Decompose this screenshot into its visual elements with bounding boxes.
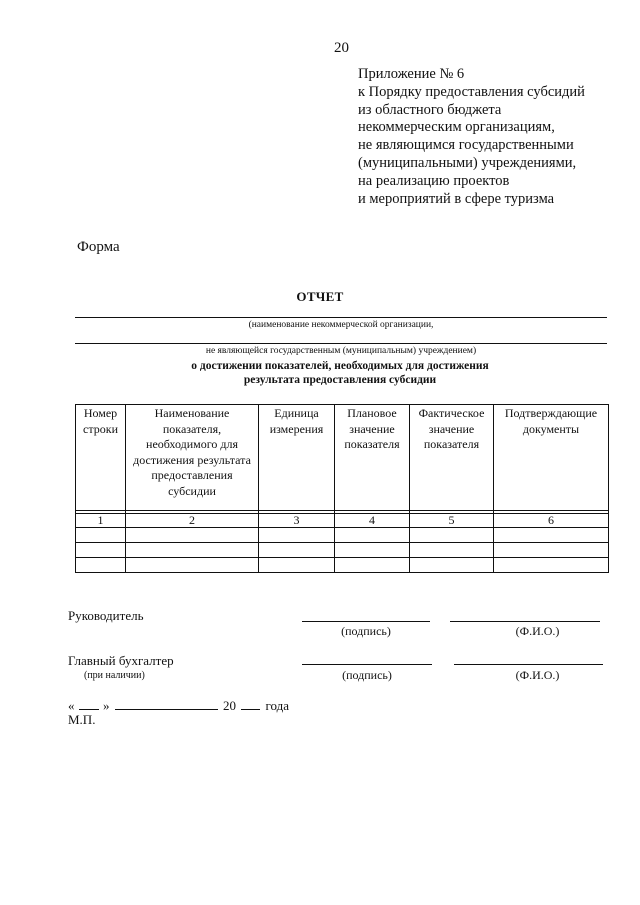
date-line	[68, 697, 289, 714]
date-close-quote: »	[103, 698, 110, 713]
appendix-line: и мероприятий в сфере туризма	[358, 190, 555, 207]
table-cell	[494, 558, 609, 573]
accountant-signature-line	[302, 664, 432, 665]
appendix-line: (муниципальными) учреждениями,	[358, 154, 577, 171]
table-row	[76, 528, 609, 543]
table-cell	[259, 558, 335, 573]
table-cell	[76, 528, 126, 543]
table-cell	[335, 543, 410, 558]
date-year-suffix: года	[265, 698, 290, 713]
header-cell: Плановое значение показателя	[335, 405, 410, 511]
column-number: 6	[494, 514, 609, 528]
table-cell	[126, 543, 259, 558]
table-cell	[410, 558, 494, 573]
header-cell: Единица измерения	[259, 405, 335, 511]
table-cell	[126, 528, 259, 543]
org-status-caption: не являющейся государственным (муниципальным) учреждением)	[205, 346, 477, 356]
table-cell	[410, 543, 494, 558]
table-cell	[76, 543, 126, 558]
report-subtitle-line: о достижении показателей, необходимых для достижения	[191, 360, 489, 372]
head-label: Руководитель	[68, 608, 144, 623]
org-name-line	[75, 317, 607, 318]
report-subtitle-line: результата предоставления субсидии	[243, 374, 437, 386]
report-title: ОТЧЕТ	[296, 289, 344, 304]
column-number: 2	[126, 514, 259, 528]
column-number: 3	[259, 514, 335, 528]
appendix-line: Приложение № 6	[358, 66, 465, 82]
column-number-row	[76, 514, 609, 528]
head-signature-caption: (подпись)	[341, 624, 391, 638]
header-cell: Подтверждающие документы	[494, 405, 609, 511]
table-cell	[259, 543, 335, 558]
column-number: 5	[410, 514, 494, 528]
header-cell: Наименование показателя, необходимого для достижения результата предоставления субсидии	[126, 405, 259, 511]
date-year-field[interactable]	[241, 697, 260, 710]
appendix-line: к Порядку предоставления субсидий	[358, 83, 585, 100]
page-number: 20	[334, 40, 349, 56]
stamp-label: М.П.	[68, 712, 96, 727]
table-cell	[126, 558, 259, 573]
head-name-line	[450, 621, 600, 622]
head-signature-line	[302, 621, 430, 622]
table-cell	[410, 528, 494, 543]
table-row	[76, 558, 609, 573]
indicators-table	[75, 404, 609, 573]
appendix-line: некоммерческим организациям,	[358, 119, 555, 136]
header-cell: Фактическое значение показателя	[410, 405, 494, 511]
column-number: 1	[76, 514, 126, 528]
org-status-line	[75, 343, 607, 344]
table-row	[76, 543, 609, 558]
column-number: 4	[335, 514, 410, 528]
accountant-name-caption: (Ф.И.О.)	[515, 668, 560, 682]
appendix-line: на реализацию проектов	[358, 172, 510, 189]
table-cell	[494, 543, 609, 558]
accountant-name-line	[454, 664, 603, 665]
org-name-caption: (наименование некоммерческой организации,	[248, 320, 434, 330]
accountant-signature-caption: (подпись)	[342, 668, 392, 682]
date-open-quote: «	[68, 698, 75, 713]
table-cell	[335, 528, 410, 543]
form-label: Форма	[77, 239, 120, 255]
table-cell	[259, 528, 335, 543]
header-cell: Номер строки	[76, 405, 126, 511]
table-cell	[335, 558, 410, 573]
report-subtitle	[75, 359, 605, 387]
accountant-label: Главный бухгалтер	[68, 653, 174, 668]
table-header-row	[76, 405, 609, 511]
appendix-header	[358, 66, 628, 208]
table-cell	[76, 558, 126, 573]
date-year-prefix: 20	[223, 698, 236, 713]
table-cell	[494, 528, 609, 543]
appendix-line: не являющимся государственными	[358, 137, 574, 154]
accountant-note: (при наличии)	[84, 670, 145, 681]
head-name-caption: (Ф.И.О.)	[515, 624, 560, 638]
appendix-line: из областного бюджета	[358, 101, 502, 118]
date-month-field[interactable]	[115, 697, 218, 710]
date-day-field[interactable]	[79, 697, 99, 710]
